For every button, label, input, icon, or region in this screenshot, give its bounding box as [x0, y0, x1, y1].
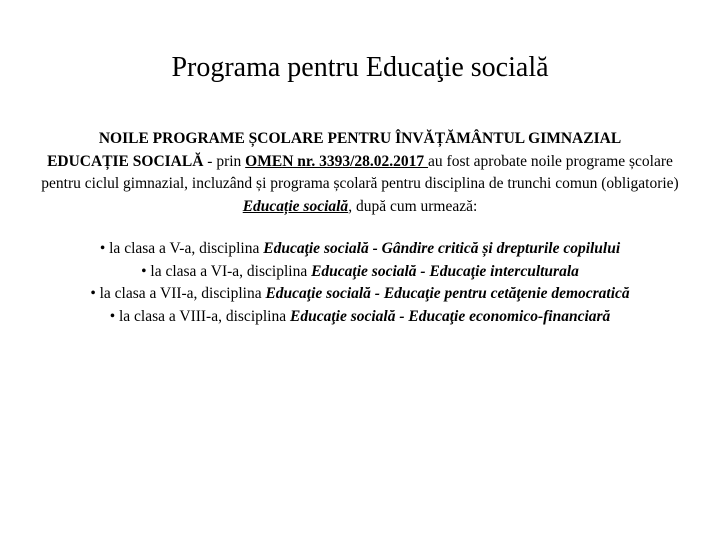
grade-discipline: Educaţie socială - Educaţie interculturala [311, 262, 579, 280]
intro-subject: EDUCAȚIE SOCIALĂ [47, 152, 204, 170]
grade-discipline: Educaţie socială - Educaţie economico-financiară [290, 307, 611, 325]
grade-item-5 [10, 238, 710, 261]
grade-discipline: Educaţie socială - Educaţie pentru cetăţenie democratică [265, 285, 630, 302]
grades-list [10, 238, 710, 328]
intro-discipline: Educație socială [242, 197, 349, 215]
slide-title: Programa pentru Educaţie socială [171, 52, 549, 83]
intro-text-end: , după cum urmează: [348, 197, 478, 215]
grade-prefix: • la clasa a VIII-a, disciplina [109, 307, 290, 325]
grade-prefix: • la clasa a VI-a, disciplina [141, 262, 312, 280]
grade-item-8 [10, 306, 710, 329]
intro-heading: NOILE PROGRAME ȘCOLARE PENTRU ÎNVĂȚĂMÂNTUL GIMNAZIAL [98, 130, 622, 147]
grade-item-7 [10, 283, 710, 306]
grade-discipline: Educaţie socială - Gândire critică și drepturile copilului [263, 240, 621, 257]
omen-order-link[interactable]: OMEN nr. 3393/28.02.2017 [245, 152, 429, 170]
grade-prefix: • la clasa a V-a, disciplina [99, 240, 264, 257]
intro-paragraph [30, 128, 690, 218]
grade-prefix: • la clasa a VII-a, disciplina [90, 285, 266, 302]
intro-text-before-link: - prin [203, 152, 246, 170]
grade-item-6 [10, 261, 710, 284]
intro-text-after-link: au fost aprobate noile programe școlare pentru ciclul gimnazial, incluzând și programa școlară pentru disciplina de trunchi comun (obligatorie) [41, 152, 679, 192]
